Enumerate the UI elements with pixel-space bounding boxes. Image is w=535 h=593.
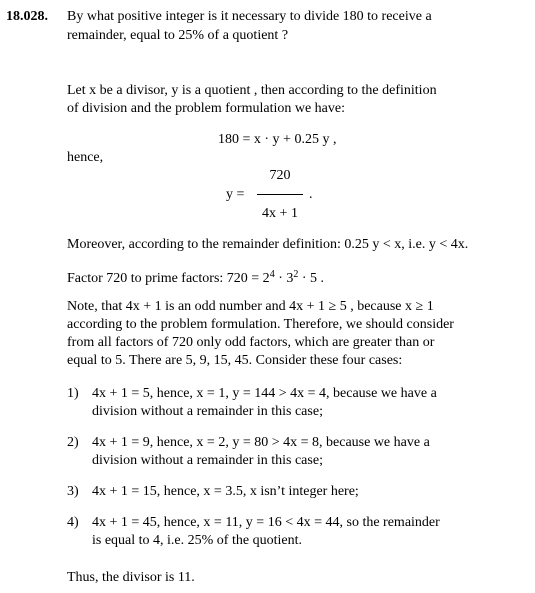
prime-factorization	[67, 266, 324, 288]
y-equals: y =	[226, 187, 245, 202]
conclusion: Thus, the divisor is 11.	[67, 570, 195, 585]
question-line-1: By what positive integer is it necessary to divide 180 to receive a	[67, 9, 432, 24]
equation-main: 180 = x · y + 0.25 y ,	[218, 132, 337, 147]
factor-suffix: · 5 .	[298, 271, 325, 286]
case-2-number: 2)	[67, 435, 79, 450]
case-1-number: 1)	[67, 386, 79, 401]
exponent-4: 4	[269, 269, 275, 280]
question-line-2: remainder, equal to 25% of a quotient ?	[67, 28, 289, 43]
hence-label: hence,	[67, 150, 104, 165]
note-line-4: equal to 5. There are 5, 9, 15, 45. Consider these four cases:	[67, 353, 403, 368]
fraction-period: .	[309, 187, 313, 202]
case-4-line-2: is equal to 4, i.e. 25% of the quotient.	[92, 533, 302, 548]
intro-line-1: Let x be a divisor, y is a quotient , then according to the definition	[67, 83, 437, 98]
intro-line-2: of division and the problem formulation we have:	[67, 101, 345, 116]
case-4-line-1: 4x + 1 = 45, hence, x = 11, y = 16 < 4x = 44, so the remainder	[92, 515, 440, 530]
case-1-line-1: 4x + 1 = 5, hence, x = 1, y = 144 > 4x = 4, because we have a	[92, 386, 437, 401]
note-line-1: Note, that 4x + 1 is an odd number and 4x + 1 ≥ 5 , because x ≥ 1	[67, 299, 434, 314]
case-2-line-2: division without a remainder in this case;	[92, 453, 323, 468]
note-line-2: according to the problem formulation. Therefore, we should consider	[67, 317, 454, 332]
fraction-numerator: 720	[269, 168, 291, 183]
exponent-2: 2	[293, 269, 299, 280]
note-line-3: from all factors of 720 only odd factors, which are greater than or	[67, 335, 435, 350]
case-3-number: 3)	[67, 484, 79, 499]
fraction-bar	[257, 194, 303, 195]
problem-number: 18.028.	[6, 9, 48, 24]
case-2-line-1: 4x + 1 = 9, hence, x = 2, y = 80 > 4x = 8, because we have a	[92, 435, 430, 450]
factor-prefix: Factor 720 to prime factors: 720 = 2	[67, 271, 270, 286]
case-1-line-2: division without a remainder in this case;	[92, 404, 323, 419]
remainder-definition: Moreover, according to the remainder definition: 0.25 y < x, i.e. y < 4x.	[67, 237, 469, 252]
fraction-denominator: 4x + 1	[262, 206, 298, 221]
case-4-number: 4)	[67, 515, 79, 530]
case-3-line-1: 4x + 1 = 15, hence, x = 3.5, x isn’t integer here;	[92, 484, 359, 499]
factor-mid: · 3	[274, 271, 294, 286]
